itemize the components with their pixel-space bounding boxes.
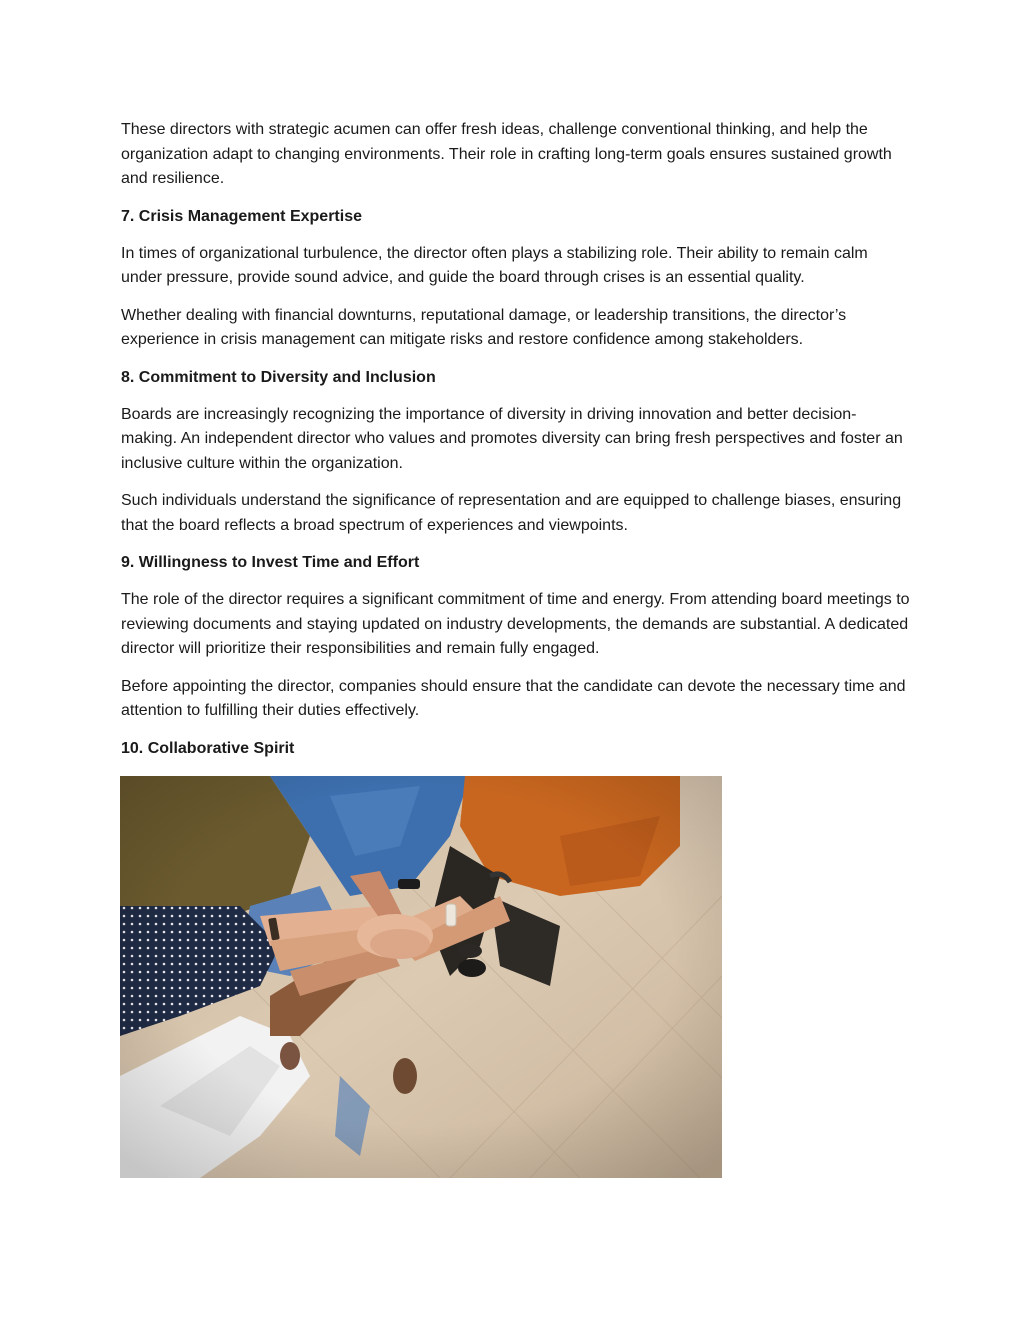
heading-diversity-inclusion: 8. Commitment to Diversity and Inclusion bbox=[121, 368, 436, 386]
paragraph-time-appointing: Before appointing the director, companies should ensure that the candidate can devote the necessary time and attention to fulfilling their duties effectively. bbox=[121, 677, 906, 719]
team-hands-photo bbox=[120, 776, 722, 1178]
heading-time-effort: 9. Willingness to Invest Time and Effort bbox=[121, 554, 420, 571]
heading-crisis-management: 7. Crisis Management Expertise bbox=[121, 207, 362, 225]
paragraph-time-commitment: The role of the director requires a significant commitment of time and energy. From attending board meetings to reviewing documents and staying updated on industry developments, the demands are substantial. A dedicated director will prioritize their responsibilities and remain fully engaged. bbox=[121, 591, 910, 657]
paragraph-diversity-representation: Such individuals understand the significance of representation and are equipped to challenge biases, ensuring that the board reflects a broad spectrum of experiences and viewpoints. bbox=[121, 492, 902, 534]
paragraph-crisis-stabilizing: In times of organizational turbulence, the director often plays a stabilizing role. Their ability to remain calm under pressure, provide sound advice, and guide the board through crises is an essential quality. bbox=[121, 244, 868, 286]
paragraph-diversity-boards: Boards are increasingly recognizing the importance of diversity in driving innovation and better decision-making. An independent director who values and promotes diversity can bring fresh perspectives and foster an inclusive culture within the organization. bbox=[121, 405, 903, 472]
document-body bbox=[121, 118, 911, 774]
paragraph-strategic-acumen: These directors with strategic acumen can offer fresh ideas, challenge conventional thinking, and help the organization adapt to changing environments. Their role in crafting long-term goals ensures sustained growth and resilience. bbox=[121, 121, 892, 187]
paragraph-crisis-experience: Whether dealing with financial downturns, reputational damage, or leadership transitions, the director’s experience in crisis management can mitigate risks and restore confidence among stakeholders. bbox=[121, 306, 847, 348]
team-hands-illustration bbox=[120, 776, 722, 1178]
heading-collaborative-spirit: 10. Collaborative Spirit bbox=[121, 739, 295, 757]
